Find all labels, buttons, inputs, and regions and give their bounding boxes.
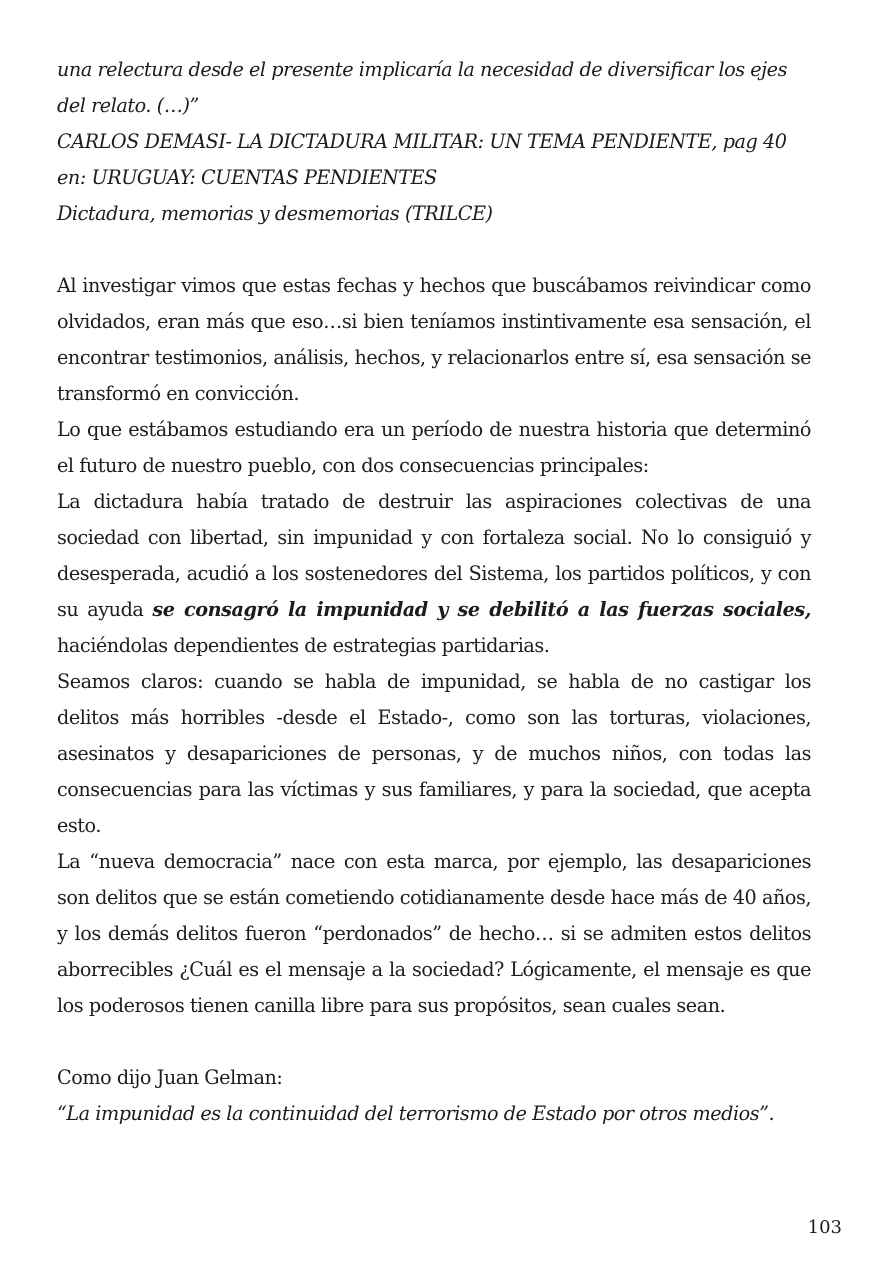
paragraph-3-end: haciéndolas dependientes de estrategias partidarias.	[57, 634, 550, 657]
paragraph-4: Seamos claros: cuando se habla de impunidad, se habla de no castigar los delitos más horribles -desde el Estado-, como son las torturas, violaciones, asesinatos y desapariciones de personas, y de muchos niños, con todas las consecuencias para las víctimas y sus familiares, y para la sociedad, que acepta esto.	[57, 670, 811, 837]
paragraph-5: La “nueva democracia” nace con esta marca, por ejemplo, las desapariciones son delitos que se están cometiendo cotidianamente desde hace más de 40 años, y los demás delitos fueron “perdonados” de hecho… si se admiten estos delitos aborrecibles ¿Cuál es el mensaje a la sociedad? Lógicamente, el mensaje es que los poderosos tienen canilla libre para sus propósitos, sean cuales sean.	[57, 850, 811, 1017]
closing-quote: “La impunidad es la continuidad del terrorismo de Estado por otros medios”.	[57, 1102, 775, 1125]
quote-book-subtitle: Dictadura, memorias y desmemorias (TRILCE)	[57, 202, 493, 225]
paragraph-3-emphasis: se consagró la impunidad y se debilitó a las fuerzas sociales,	[152, 598, 811, 621]
quote-block	[57, 52, 811, 232]
page-content	[57, 52, 811, 1132]
quote-source: CARLOS DEMASI- LA DICTADURA MILITAR: UN TEMA PENDIENTE, pag 40	[57, 130, 787, 153]
quote-line: una relectura desde el presente implicaría la necesidad de diversificar los ejes del relato. (…)”	[57, 58, 787, 117]
page-number: 103	[807, 1217, 842, 1238]
spacer	[57, 232, 811, 268]
paragraph-3	[57, 484, 811, 664]
quote-book: en: URUGUAY: CUENTAS PENDIENTES	[57, 166, 437, 189]
paragraph-3-start: La dictadura había tratado de destruir las aspiraciones colectivas de una sociedad con libertad, sin impunidad y con fortaleza social. No lo consiguió y desesperada, acudió a los sostenedores del Sistema, los partidos políticos, y con su ayuda	[57, 490, 811, 621]
paragraph-1: Al investigar vimos que estas fechas y hechos que buscábamos reivindicar como olvidados, eran más que eso…si bien teníamos instintivamente esa sensación, el encontrar testimonios, análisis, hechos, y relacionarlos entre sí, esa sensación se transformó en convicción.	[57, 274, 811, 405]
paragraph-6: Como dijo Juan Gelman:	[57, 1066, 283, 1089]
spacer	[57, 1024, 811, 1060]
paragraph-2: Lo que estábamos estudiando era un período de nuestra historia que determinó el futuro de nuestro pueblo, con dos consecuencias principales:	[57, 418, 811, 477]
